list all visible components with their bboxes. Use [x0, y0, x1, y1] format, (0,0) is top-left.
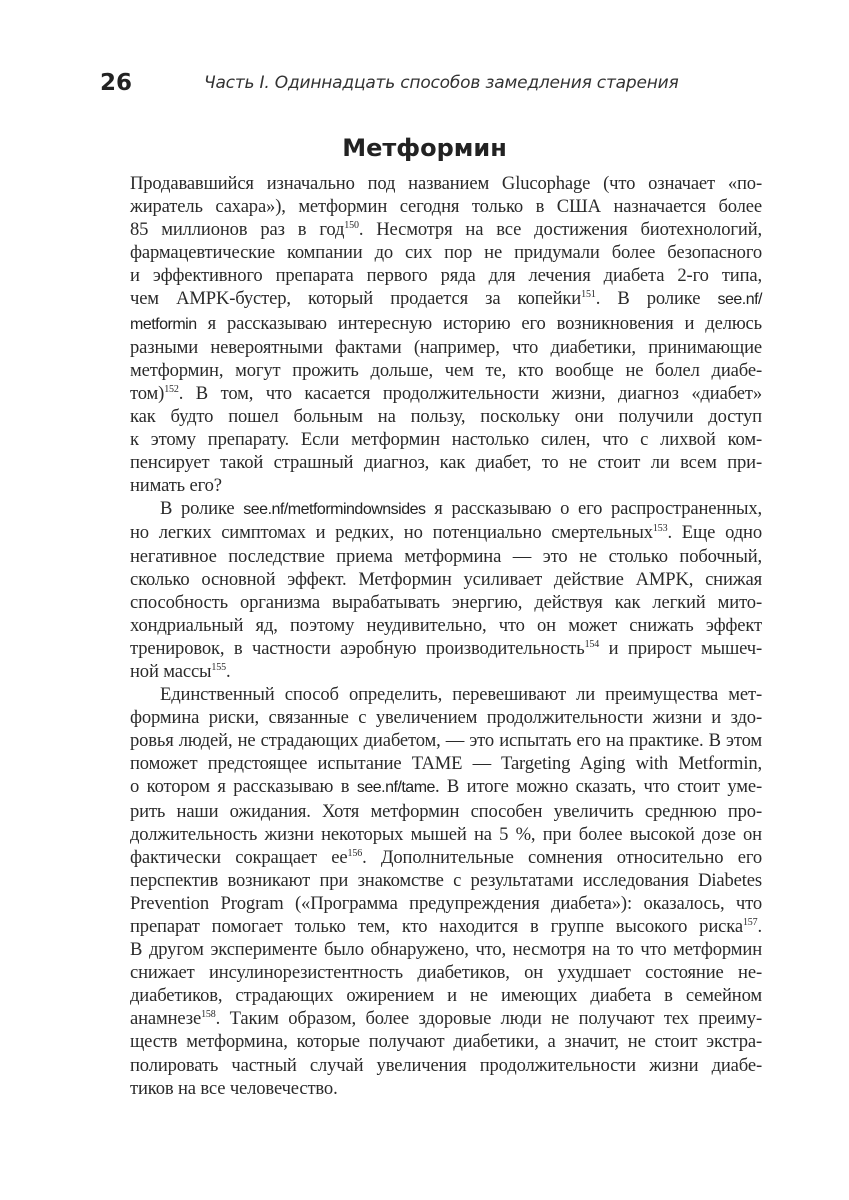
text-run: Продававшийся изначально под названием Glucophage (что означает «по-	[130, 173, 762, 194]
text-line	[130, 336, 762, 359]
text-run: чем AMPK-бустер, который продается за копейки	[130, 288, 582, 310]
text-line	[130, 591, 762, 614]
text-run: анамнезе	[130, 1008, 202, 1030]
text-line	[130, 312, 762, 336]
text-run: тренировок, в частности аэробную производительность	[130, 637, 585, 659]
text-line	[130, 915, 762, 938]
footnote-ref: 158	[201, 1009, 216, 1021]
text-run: к этому препарату. Если метформин настолько силен, что с лихвой ком-	[130, 429, 762, 451]
text-run: рить наши ожидания. Хотя метформин способен увеличить среднюю про-	[130, 800, 762, 822]
text-line	[130, 545, 762, 568]
text-run: хондриальный яд, поэтому неудивительно, что он может снижать эффект	[130, 614, 762, 636]
text-line	[130, 428, 762, 451]
text-run: я рассказываю интересную историю его возникновения и делюсь	[196, 312, 762, 334]
text-line	[130, 1054, 762, 1077]
text-line	[130, 521, 762, 544]
page-number: 26	[100, 70, 133, 96]
text-run: жиратель сахара»), метформин сегодня только в США назначается более	[130, 196, 762, 218]
text-line	[130, 287, 762, 311]
text-line	[130, 172, 762, 195]
text-line	[130, 405, 762, 428]
text-run: негативное последствие приема метформина — это не столько побочный,	[130, 545, 762, 567]
section-title: Метформин	[342, 134, 507, 162]
text-line	[130, 568, 762, 591]
text-run: снижает инсулинорезистентность диабетиков, он ухудшает состояние не-	[130, 962, 762, 984]
text-line	[130, 729, 762, 752]
text-line	[130, 938, 762, 961]
text-line	[130, 195, 762, 218]
text-run: 85 миллионов раз в год	[130, 219, 345, 241]
text-run: сколько основной эффект. Метформин усиливает действие AMPK, снижая	[130, 568, 762, 590]
text-line	[130, 984, 762, 1007]
text-run: способность организма вырабатывать энергию, действуя как легкий мито-	[130, 591, 762, 613]
text-run: . Еще одно	[667, 522, 762, 544]
text-run: ной массы	[130, 660, 212, 682]
text-line	[130, 775, 762, 799]
text-run: ществ метформина, которые получают диабетики, а значит, не стоит экстра-	[130, 1031, 762, 1053]
text-run: полировать частный случай увеличения продолжительности жизни диабе-	[130, 1054, 762, 1076]
footnote-ref: 155	[211, 661, 226, 673]
text-run: ровья людей, не страдающих диабетом, — это испытать его на практике. В этом	[130, 730, 762, 752]
text-run: . В ролике	[595, 288, 718, 310]
text-run: фармацевтические компании до сих пор не придумали более безопасного	[130, 242, 762, 264]
text-run: В ролике	[160, 498, 244, 520]
text-line	[130, 451, 762, 474]
text-run: разными невероятными фактами (например, что диабетики, принимающие	[130, 336, 762, 358]
text-run: . В том, что касается продолжительности жизни, диагноз «диабет»	[178, 382, 762, 404]
text-run: но легких симптомах и редких, но потенциально смертельных	[130, 522, 653, 544]
text-line	[130, 241, 762, 264]
video-link[interactable]: see.nf/metformindownsides	[243, 501, 426, 519]
text-line	[130, 1077, 762, 1100]
text-run: препарат помогает только тем, кто находится в группе высокого риска	[130, 916, 743, 937]
footnote-ref: 156	[347, 847, 363, 859]
text-run: Prevention Program («Программа предупреждения диабета»): оказалось, что	[130, 892, 762, 914]
text-line	[130, 961, 762, 984]
footnote-ref: 152	[164, 383, 179, 395]
footnote-ref: 151	[581, 289, 596, 301]
text-line	[130, 218, 762, 241]
text-line	[130, 706, 762, 729]
text-line	[130, 823, 762, 846]
text-line	[130, 846, 762, 869]
text-line	[130, 800, 762, 823]
text-run: и прирост мышеч-	[599, 637, 763, 659]
text-run: диабетиков, страдающих ожирением и не имеющих диабета в семейном	[130, 985, 762, 1007]
text-line	[130, 264, 762, 287]
video-link[interactable]: metformin	[130, 315, 197, 333]
text-run: Единственный способ определить, перевешивают ли преимущества мет-	[160, 684, 762, 706]
paragraph	[130, 683, 762, 1100]
text-run: тиков на все человечество.	[130, 1077, 338, 1099]
text-run: . В итоге можно сказать, что стоит уме-	[434, 776, 762, 798]
text-line	[130, 752, 762, 775]
text-run: должительность жизни некоторых мышей на 5 %, при более высокой дозе он	[130, 823, 762, 845]
text-run: нимать его?	[130, 475, 222, 497]
text-run: перспектив возникают при знакомстве с результатами исследования Diabetes	[130, 869, 762, 891]
text-run: я рассказываю о его распространенных,	[425, 498, 762, 520]
paragraph	[130, 172, 762, 497]
text-line	[130, 497, 762, 521]
text-line	[130, 660, 762, 683]
text-run: поможет предстоящее испытание TAME — Targeting Aging with Metformin,	[130, 753, 762, 775]
body-text	[130, 172, 762, 1100]
text-line	[130, 892, 762, 915]
text-run: и эффективного препарата первого ряда для лечения диабета 2-го типа,	[130, 265, 762, 287]
text-run: . Таким образом, более здоровые люди не получают тех преиму-	[215, 1008, 762, 1030]
text-run: .	[225, 660, 231, 682]
text-run: метформин, могут прожить дольше, чем те, кто вообще не болел диабе-	[130, 359, 762, 381]
text-run: о котором я рассказываю в	[130, 776, 357, 798]
text-line	[130, 359, 762, 382]
video-link[interactable]: see.nf/	[717, 291, 762, 309]
text-run: В другом эксперименте было обнаружено, что, несмотря на то что метформин	[130, 939, 762, 961]
text-run: пенсирует такой страшный диагноз, как диабет, то не стоит ли всем при-	[130, 452, 762, 474]
video-link[interactable]: see.nf/tame	[356, 779, 435, 797]
paragraph	[130, 497, 762, 683]
footnote-ref: 154	[584, 638, 600, 650]
text-run: как будто пошел больным на пользу, поскольку они получили доступ	[130, 405, 762, 427]
text-run: том)	[130, 382, 165, 404]
footnote-ref: 150	[344, 220, 359, 232]
text-line	[130, 637, 762, 660]
text-run: . Несмотря на все достижения биотехнологий,	[358, 219, 763, 241]
text-run: фактически сокращает ее	[130, 846, 348, 868]
running-header: Часть I. Одиннадцать способов замедления старения	[204, 73, 679, 93]
text-run: . Дополнительные сомнения относительно его	[362, 846, 762, 868]
text-run: формина риски, связанные с увеличением продолжительности жизни и здо-	[130, 707, 762, 729]
footnote-ref: 153	[652, 523, 668, 535]
text-line	[130, 869, 762, 892]
text-line	[130, 1030, 762, 1053]
text-line	[130, 1007, 762, 1030]
footnote-ref: 157	[742, 917, 758, 928]
text-line	[130, 683, 762, 706]
text-line	[130, 382, 762, 405]
text-run: .	[757, 916, 762, 937]
text-line	[130, 614, 762, 637]
text-line	[130, 474, 762, 497]
